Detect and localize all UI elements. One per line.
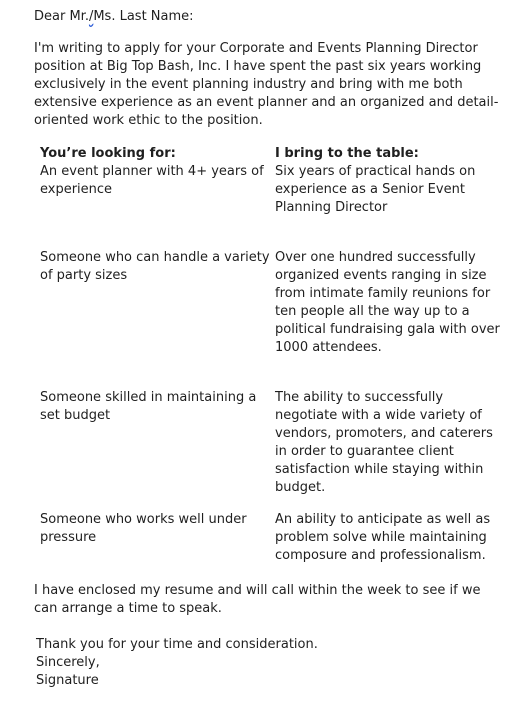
signature: Signature — [36, 673, 99, 688]
left-column-heading: You’re looking for: — [40, 146, 176, 161]
right-column-heading: I bring to the table: — [275, 146, 419, 161]
need-cell: Someone who can handle a variety of party sizes — [40, 250, 270, 283]
thanks-line: Thank you for your time and consideration. — [36, 637, 318, 652]
valediction: Sincerely, — [36, 655, 100, 670]
need-cell: Someone skilled in maintaining a set budget — [40, 390, 257, 423]
table-header-row — [40, 145, 510, 163]
closing-paragraph: I have enclosed my resume and will call within the week to see if we can arrange a time to speak. — [34, 583, 481, 616]
offer-cell: Six years of practical hands on experience as a Senior Event Planning Director — [275, 164, 476, 215]
signoff-block — [36, 636, 318, 690]
table-row — [40, 511, 510, 571]
table-row — [40, 163, 510, 249]
greeting-slash-spellcheck[interactable]: / — [88, 9, 94, 24]
offer-cell: The ability to successfully negotiate with a wide variety of vendors, promoters, and caterers in order to guarantee client satisfaction while staying within budget. — [275, 390, 493, 495]
greeting-suffix: Ms. Last Name: — [93, 9, 194, 24]
greeting — [34, 8, 194, 26]
greeting-prefix: Dear Mr. — [34, 9, 89, 24]
intro-paragraph: I'm writing to apply for your Corporate and Events Planning Director position at Big Top Bash, Inc. I have spent the past six years working exclusively in the event planning industry and bring with me both extensive experience as an event planner and an organized and detail-oriented work ethic to the position. — [34, 41, 499, 128]
need-cell: Someone who works well under pressure — [40, 512, 247, 545]
table-row — [40, 249, 510, 389]
comparison-table — [40, 145, 510, 571]
offer-cell: Over one hundred successfully organized events ranging in size from intimate family reunions for ten people all the way up to a political fundraising gala with over 1000 attendees. — [275, 250, 500, 355]
table-row — [40, 389, 510, 511]
need-cell: An event planner with 4+ years of experience — [40, 164, 264, 197]
offer-cell: An ability to anticipate as well as problem solve while maintaining composure and professionalism. — [275, 512, 491, 563]
